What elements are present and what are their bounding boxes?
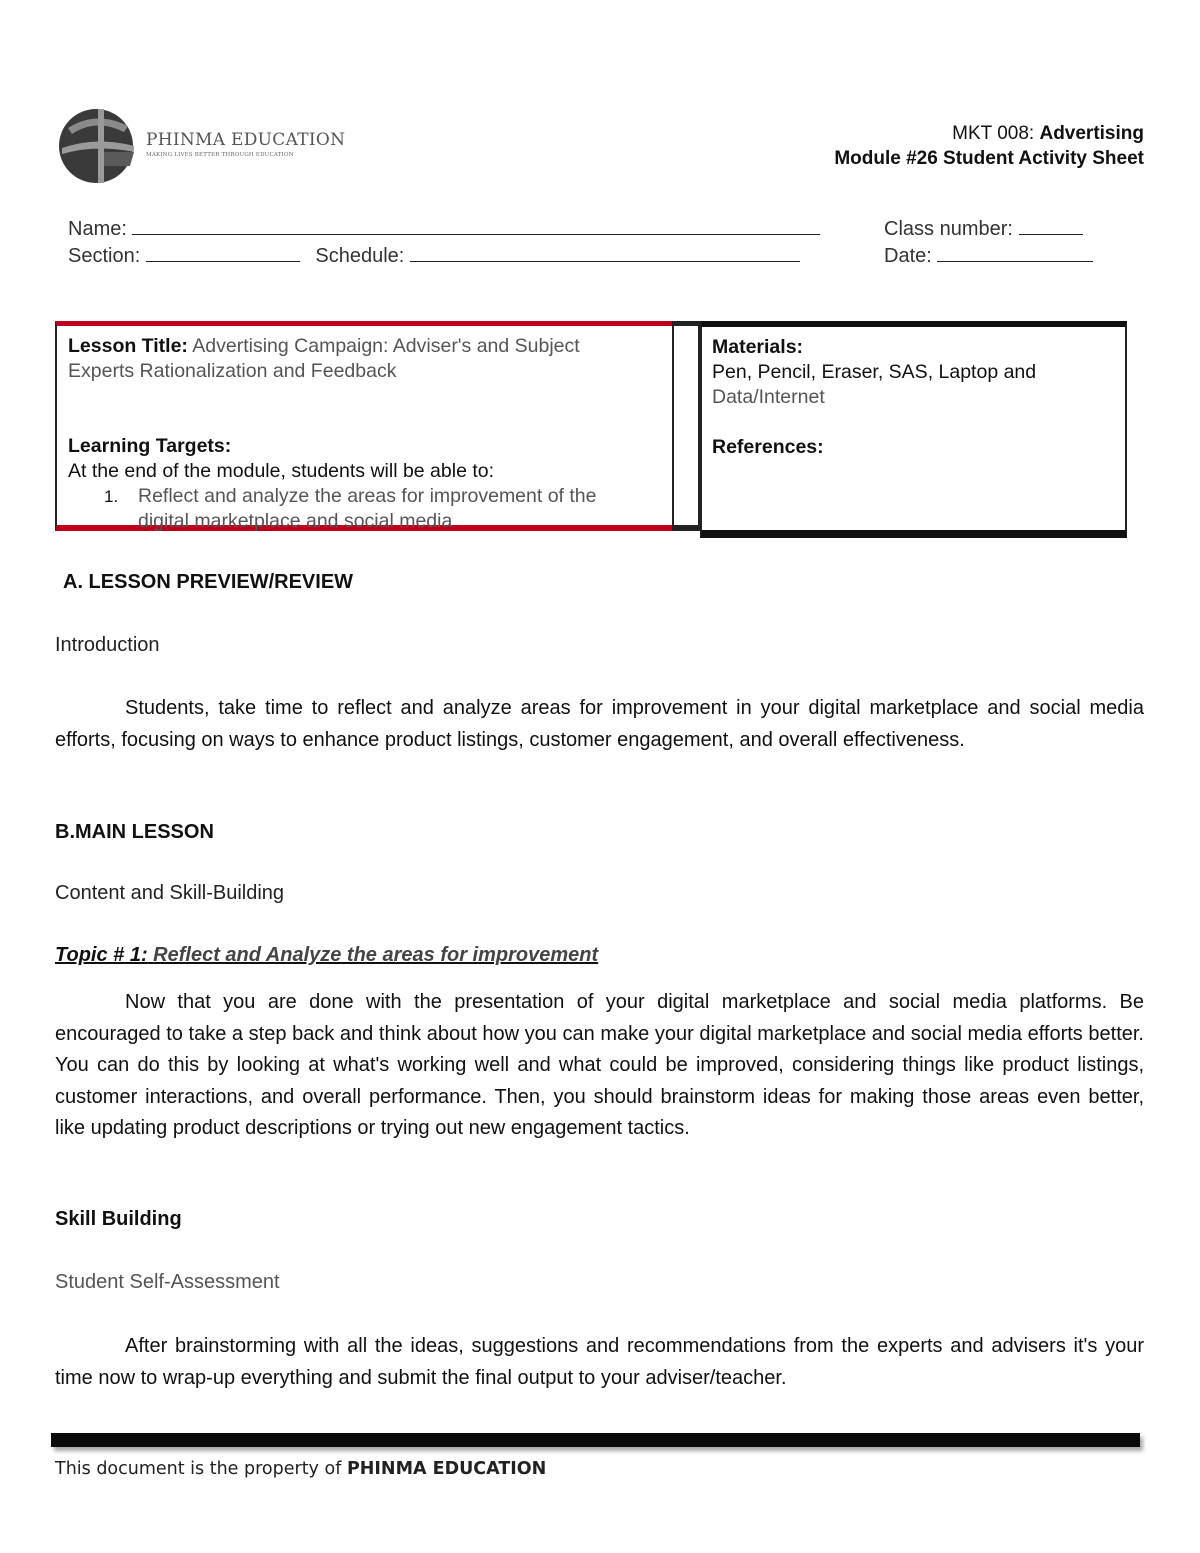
date-label: Date: bbox=[884, 245, 932, 267]
date-field[interactable] bbox=[937, 243, 1093, 262]
name-field[interactable] bbox=[132, 216, 820, 235]
logo-tagline: MAKING LIVES BETTER THROUGH EDUCATION bbox=[146, 152, 294, 158]
lesson-title-label: Lesson Title: bbox=[68, 335, 188, 357]
section-field-row bbox=[68, 243, 800, 268]
section-b-heading: B.MAIN LESSON bbox=[55, 821, 214, 843]
course-code: MKT 008: bbox=[952, 123, 1035, 144]
topic-body: Now that you are done with the presentation of your digital marketplace and social media platforms. Be encouraged to take a step back and think about how you can make your digital marketplace and social media efforts better. You can do this by looking at what's working well and what could be improved, considering things like product listings, customer interactions, and overall performance. Then, you should brainstorm ideas for making those areas even better, like updating product descriptions or trying out new engagement tactics. bbox=[55, 991, 1144, 1139]
section-a-heading: A. LESSON PREVIEW/REVIEW bbox=[63, 571, 354, 593]
schedule-field[interactable] bbox=[410, 243, 800, 262]
learning-targets-intro: At the end of the module, students will be able to: bbox=[68, 460, 495, 482]
materials-line1: Pen, Pencil, Eraser, SAS, Laptop and bbox=[712, 361, 1037, 383]
target-number: 1. bbox=[104, 487, 119, 506]
materials-cell bbox=[700, 321, 1127, 538]
class-number-row bbox=[884, 216, 1083, 241]
module-title: Module #26 Student Activity Sheet bbox=[834, 148, 1144, 169]
lesson-title-line1: Advertising Campaign: Adviser's and Subject bbox=[192, 335, 580, 357]
footer-divider bbox=[51, 1433, 1140, 1447]
topic-title: Reflect and Analyze the areas for improvement bbox=[153, 944, 599, 966]
skill-building-body: After brainstorming with all the ideas, suggestions and recommendations from the experts and advisers it's your time now to wrap-up everything and submit the final output to your adviser/teacher. bbox=[55, 1335, 1144, 1389]
schedule-label: Schedule: bbox=[315, 245, 405, 267]
lesson-info-cell bbox=[55, 321, 672, 531]
learning-targets-label: Learning Targets: bbox=[68, 435, 232, 457]
name-field-row bbox=[68, 216, 820, 241]
footer-note bbox=[55, 1459, 546, 1479]
section-a-body: Students, take time to reflect and analyze areas for improvement in your digital marketplace and social media efforts, focusing on ways to enhance product listings, customer engagement, and overall effectiveness. bbox=[55, 697, 1144, 751]
course-title: Advertising bbox=[1039, 123, 1144, 144]
phinma-globe-icon bbox=[58, 106, 138, 186]
section-a-subheading: Introduction bbox=[55, 634, 160, 656]
section-b-subheading: Content and Skill-Building bbox=[55, 882, 285, 904]
date-field-row bbox=[884, 243, 1093, 268]
lesson-title-line2: Experts Rationalization and Feedback bbox=[68, 360, 397, 382]
materials-line2: Data/Internet bbox=[712, 386, 825, 408]
footer-text: This document is the property of bbox=[55, 1459, 342, 1479]
section-field[interactable] bbox=[146, 243, 300, 262]
section-label: Section: bbox=[68, 245, 141, 267]
name-label: Name: bbox=[68, 218, 127, 240]
target-1-line2: digital marketplace and social media bbox=[138, 510, 453, 532]
phinma-logo bbox=[58, 106, 346, 188]
materials-label: Materials: bbox=[712, 336, 804, 358]
skill-building-subheading: Student Self-Assessment bbox=[55, 1271, 280, 1293]
references-label: References: bbox=[712, 436, 824, 458]
topic-heading bbox=[55, 944, 598, 967]
logo-name: PHINMA EDUCATION bbox=[146, 130, 346, 150]
table-spacer-cell bbox=[672, 321, 700, 531]
footer-brand: PHINMA EDUCATION bbox=[346, 1459, 547, 1479]
topic-label: Topic # 1: bbox=[55, 944, 148, 966]
target-1-line1: Reflect and analyze the areas for improvement of the bbox=[138, 485, 597, 507]
class-number-label: Class number: bbox=[884, 218, 1013, 240]
skill-building-heading: Skill Building bbox=[55, 1208, 182, 1230]
document-header bbox=[834, 121, 1144, 171]
class-number-field[interactable] bbox=[1019, 216, 1083, 235]
